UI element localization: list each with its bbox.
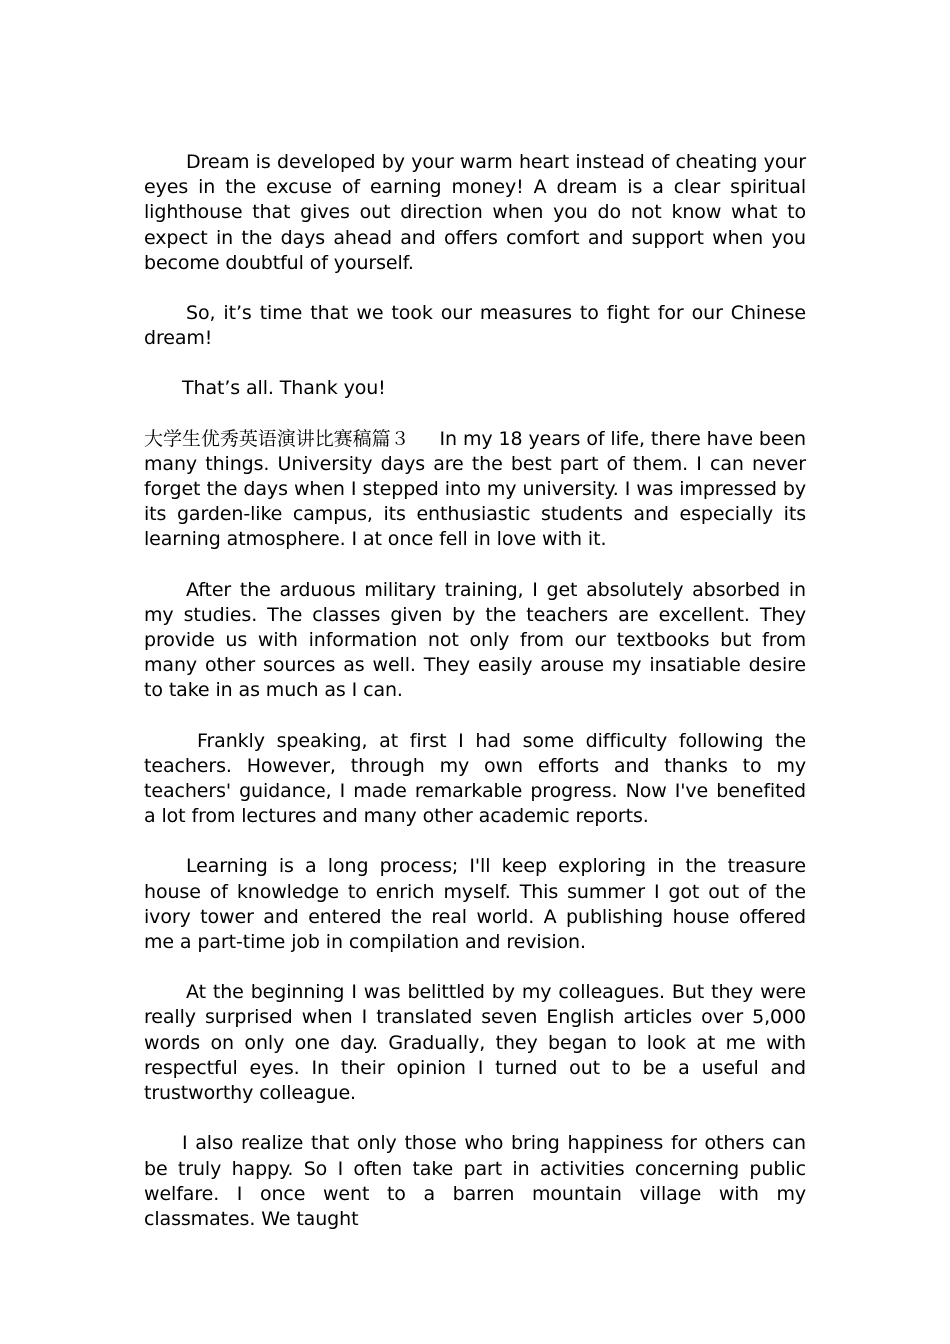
document-page (144, 150, 806, 1257)
paragraph-chinese-dream: So, it’s time that we took our measures to fight for our Chinese dream! (144, 302, 806, 350)
paragraph-beginning: At the beginning I was belittled by my colleagues. But they were really surprised when I translated seven English articles over 5,000 words on only one day. Gradually, they began to look at me with respectful eyes. In their opinion I turned out to be a useful and trustworthy colleague. (144, 981, 806, 1105)
paragraph-dream: Dream is developed by your warm heart instead of cheating your eyes in the excuse of earning money! A dream is a clear spiritual lighthouse that gives out direction when you do not know what to expect in the days ahead and offers comfort and support when you become doubtful of yourself. (144, 151, 806, 274)
paragraph-university-days-text: In my 18 years of life, there have been many things. University days are the best part of them. I can never forget the days when I stepped into my university. I was impressed by its garden-like campus, its enthusiastic students and especially its learning atmosphere. I at once fell in love with it. (144, 427, 806, 551)
paragraph-military-training: After the arduous military training, I get absolutely absorbed in my studies. The classes given by the teachers are excellent. They provide us with information not only from our textbooks but from many other sources as well. They easily arouse my insatiable desire to take in as much as I can. (144, 578, 806, 702)
paragraph-university-days (144, 427, 806, 553)
paragraph-thank-you: That’s all. Thank you! (182, 377, 386, 400)
section-heading: 大学生优秀英语演讲比赛稿篇３ (144, 427, 410, 450)
paragraph-learning-process: Learning is a long process; I'll keep exploring in the treasure house of knowledge to enrich myself. This summer I got out of the ivory tower and entered the real world. A publishing house offered me a part-time job in compilation and revision. (144, 855, 806, 954)
paragraph-happiness: I also realize that only those who bring happiness for others can be truly happy. So I often take part in activities concerning public welfare. I once went to a barren mountain village with my classmates. We taught (144, 1132, 806, 1230)
paragraph-frankly-speaking: Frankly speaking, at first I had some difficulty following the teachers. However, through my own efforts and thanks to my teachers' guidance, I made remarkable progress. Now I've benefited a lot from lectures and many other academic reports. (144, 729, 806, 828)
